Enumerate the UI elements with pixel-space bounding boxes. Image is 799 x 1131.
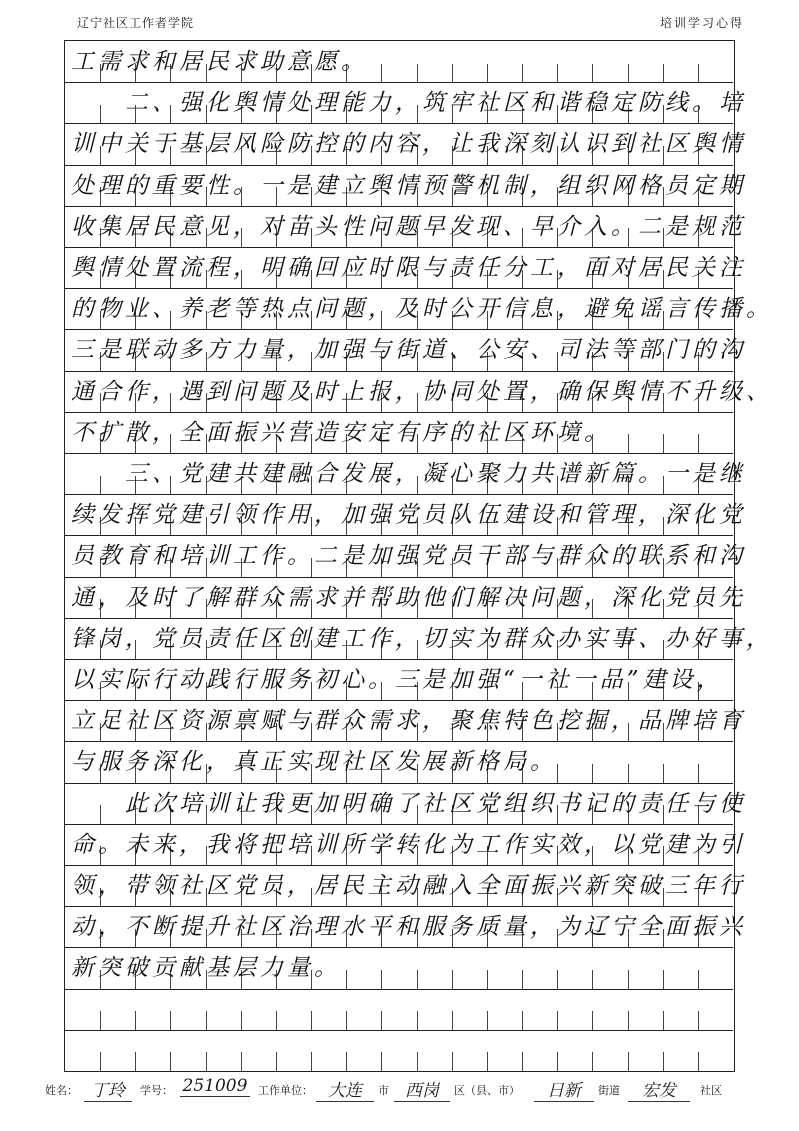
handwritten-line: 训中关于基层风险防控的内容，让我深刻认识到社区舆情 (71, 131, 746, 158)
grid-cell-divider (487, 64, 488, 83)
manuscript-grid (64, 40, 773, 1072)
grid-cell-divider (557, 64, 558, 83)
grid-cell-divider (522, 64, 523, 83)
community-value: 宏发 (628, 1076, 690, 1102)
grid-cell-divider (311, 1052, 312, 1071)
student-id-value: 251009 (180, 1076, 250, 1097)
grid-cell-divider (522, 1011, 523, 1030)
grid-cell-divider (452, 64, 453, 83)
workplace-label: 工作单位： (258, 1084, 313, 1097)
grid-cell-divider (698, 64, 699, 83)
grid-cell-divider (100, 1011, 101, 1030)
handwritten-line: 三是联动多方力量，加强与街道、公安、司法等部门的沟 (71, 337, 746, 364)
street-label: 街道 (598, 1084, 620, 1097)
handwritten-line: 处理的重要性。一是建立舆情预警机制，组织网格员定期 (71, 172, 746, 199)
grid-cell-divider (276, 1052, 277, 1071)
institution-name: 辽宁社区工作者学院 (77, 16, 195, 30)
handwritten-line: 以实际行动践行服务初心。三是加强“一社一品”建设， (71, 667, 724, 693)
grid-cell-divider (663, 1011, 664, 1030)
handwritten-line: 命。未来，我将把培训所学转化为工作实效，以党建为引 (71, 831, 746, 858)
handwritten-line: 动，不断提升社区治理水平和服务质量，为辽宁全面振兴 (71, 914, 746, 941)
grid-cell-divider (557, 970, 558, 989)
grid-rule (65, 989, 733, 990)
grid-cell-divider (311, 1011, 312, 1030)
handwritten-line: 锋岗，党员责任区创建工作，切实为群众办实事、办好事， (71, 625, 773, 652)
grid-cell-divider (346, 1011, 347, 1030)
grid-cell-divider (522, 970, 523, 989)
grid-cell-divider (206, 1011, 207, 1030)
handwritten-line: 三、党建共建融合发展，凝心聚力共谱新篇。一是继 (71, 461, 746, 487)
handwritten-line: 通，及时了解群众需求并帮助他们解决问题，深化党员先 (71, 584, 746, 611)
page-header (0, 14, 799, 36)
grid-cell-divider (135, 1011, 136, 1030)
grid-cell-divider (628, 764, 629, 783)
grid-cell-divider (592, 970, 593, 989)
handwritten-line: 不扩散，全面振兴营造安定有序的社区环境。 (71, 419, 611, 446)
grid-cell-divider (417, 1052, 418, 1071)
grid-cell-divider (346, 1052, 347, 1071)
handwritten-line: 此次培训让我更加明确了社区党组织书记的责任与使 (71, 790, 746, 817)
grid-cell-divider (663, 970, 664, 989)
grid-cell-divider (241, 1011, 242, 1030)
student-id-label: 学号： (140, 1084, 173, 1097)
grid-cell-divider (452, 970, 453, 989)
grid-cell-divider (417, 1011, 418, 1030)
grid-cell-divider (381, 64, 382, 83)
grid-cell-divider (663, 764, 664, 783)
grid-cell-divider (592, 64, 593, 83)
handwritten-line: 领，带领社区党员，居民主动融入全面振兴新突破三年行 (71, 873, 746, 899)
handwritten-line: 与服务深化，真正实现社区发展新格局。 (71, 749, 557, 776)
grid-cell-divider (381, 1011, 382, 1030)
grid-cell-divider (592, 1052, 593, 1071)
grid-cell-divider (417, 970, 418, 989)
grid-cell-divider (698, 434, 699, 453)
footer-form (40, 1074, 760, 1102)
handwritten-line: 续发挥党建引领作用，加强党员队伍建设和管理，深化党 (71, 502, 746, 529)
grid-cell-divider (241, 1052, 242, 1071)
grid-cell-divider (592, 764, 593, 783)
handwritten-line: 通合作，遇到问题及时上报，协同处置，确保舆情不升级、 (71, 378, 773, 405)
grid-cell-divider (557, 1052, 558, 1071)
handwritten-line: 的物业、养老等热点问题，及时公开信息，避免谣言传播。 (71, 296, 773, 323)
grid-cell-divider (663, 1052, 664, 1071)
grid-cell-divider (557, 1011, 558, 1030)
grid-cell-divider (276, 1011, 277, 1030)
grid-cell-divider (381, 1052, 382, 1071)
grid-cell-divider (592, 1011, 593, 1030)
grid-cell-divider (487, 1011, 488, 1030)
grid-cell-divider (628, 1011, 629, 1030)
city-value: 大连 (316, 1076, 374, 1102)
document-type: 培训学习心得 (659, 16, 744, 30)
handwritten-line: 员教育和培训工作。二是加强党员干部与群众的联系和沟 (71, 543, 746, 570)
grid-cell-divider (170, 1052, 171, 1071)
grid-rule (65, 1030, 733, 1031)
grid-cell-divider (452, 1011, 453, 1030)
handwritten-line: 立足社区资源禀赋与群众需求，聚焦特色挖掘，品牌培育 (71, 708, 746, 735)
street-value: 日新 (534, 1076, 594, 1102)
name-label: 姓名： (45, 1084, 78, 1097)
handwritten-line: 舆情处置流程，明确回应时限与责任分工，面对居民关注 (71, 255, 746, 281)
grid-cell-divider (628, 64, 629, 83)
handwritten-line: 二、强化舆情处理能力，筑牢社区和谐稳定防线。培 (71, 90, 746, 117)
grid-cell-divider (452, 1052, 453, 1071)
grid-cell-divider (206, 1052, 207, 1071)
grid-cell-divider (487, 1052, 488, 1071)
handwritten-line: 收集居民意见，对苗头性问题早发现、早介入。二是规范 (71, 213, 746, 240)
grid-cell-divider (100, 1052, 101, 1071)
district-value: 西岗 (394, 1076, 450, 1102)
grid-cell-divider (663, 434, 664, 453)
grid-cell-divider (557, 764, 558, 783)
grid-cell-divider (417, 64, 418, 83)
grid-cell-divider (628, 434, 629, 453)
grid-cell-divider (663, 64, 664, 83)
grid-cell-divider (628, 970, 629, 989)
grid-cell-divider (170, 1011, 171, 1030)
grid-cell-divider (135, 1052, 136, 1071)
community-label: 社区 (700, 1084, 722, 1097)
grid-cell-divider (346, 970, 347, 989)
grid-cell-divider (628, 1052, 629, 1071)
grid-cell-divider (698, 1011, 699, 1030)
grid-cell-divider (698, 1052, 699, 1071)
city-label: 市 (378, 1084, 389, 1097)
grid-cell-divider (381, 970, 382, 989)
name-value: 丁玲 (84, 1076, 132, 1102)
handwritten-line: 工需求和居民求助意愿。 (71, 49, 368, 75)
handwritten-line: 新突破贡献基层力量。 (71, 955, 341, 982)
grid-cell-divider (487, 970, 488, 989)
grid-cell-divider (698, 764, 699, 783)
grid-cell-divider (698, 970, 699, 989)
grid-cell-divider (522, 1052, 523, 1071)
district-label: 区（县、市） (454, 1084, 520, 1097)
